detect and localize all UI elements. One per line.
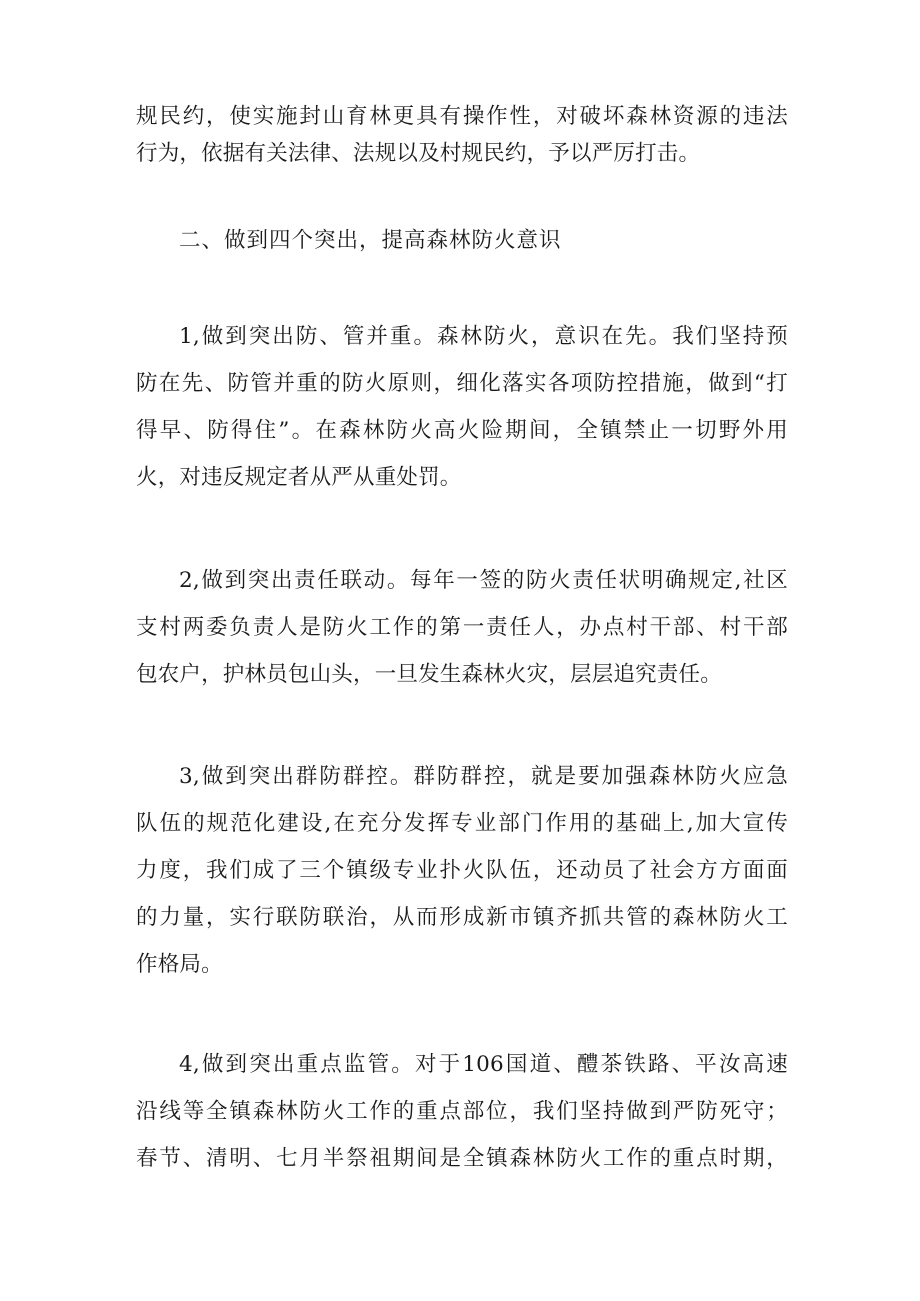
paragraph-line: 队伍的规范化建设,在充分发挥专业部门作用的基础上,加大宣传 (136, 811, 788, 836)
paragraph-line: 包农户，护林员包山头，一旦发生森林火灾，层层追究责任。 (136, 662, 722, 687)
paragraph-3 (136, 758, 788, 983)
paragraph-line: 1,做到突出防、管并重。森林防火，意识在先。我们坚持预 (179, 324, 788, 349)
paragraph-continuation (136, 98, 788, 172)
paragraph-line: 火，对违反规定者从严从重处罚。 (136, 465, 462, 490)
paragraph-4 (136, 1046, 788, 1177)
paragraph-line: 行为，依据有关法律、法规以及村规民约，予以严厉打击。 (136, 141, 701, 166)
paragraph-line: 的力量，实行联防联治，从而形成新市镇齐抓共管的森林防火工 (136, 905, 788, 930)
paragraph-line: 3,做到突出群防群控。群防群控，就是要加强森林防火应急 (179, 764, 788, 789)
paragraph-line: 支村两委负责人是防火工作的第一责任人，办点村干部、村干部 (136, 615, 788, 640)
paragraph-2 (136, 562, 788, 693)
paragraph-line: 防在先、防管并重的防火原则，细化落实各项防控措施，做到“打 (136, 371, 788, 396)
paragraph-line: 规民约，使实施封山育林更具有操作性，对破坏森林资源的违法 (136, 104, 788, 129)
paragraph-line: 作格局。 (136, 952, 223, 977)
paragraph-line: 2,做到突出责任联动。每年一签的防火责任状明确规定,社区 (179, 568, 788, 593)
paragraph-line: 4,做到突出重点监管。对于106国道、醴茶铁路、平汝高速 (179, 1052, 788, 1077)
paragraph-line: 沿线等全镇森林防火工作的重点部位，我们坚持做到严防死守； (136, 1099, 788, 1124)
paragraph-line: 力度，我们成了三个镇级专业扑火队伍，还动员了社会方方面面 (136, 858, 788, 883)
paragraph-line: 得早、防得住”。在森林防火高火险期间，全镇禁止一切野外用 (136, 418, 788, 443)
paragraph-line: 春节、清明、七月半祭祖期间是全镇森林防火工作的重点时期， (136, 1146, 788, 1171)
section-heading: 二、做到四个突出，提高森林防火意识 (179, 228, 562, 253)
paragraph-1 (136, 318, 788, 496)
